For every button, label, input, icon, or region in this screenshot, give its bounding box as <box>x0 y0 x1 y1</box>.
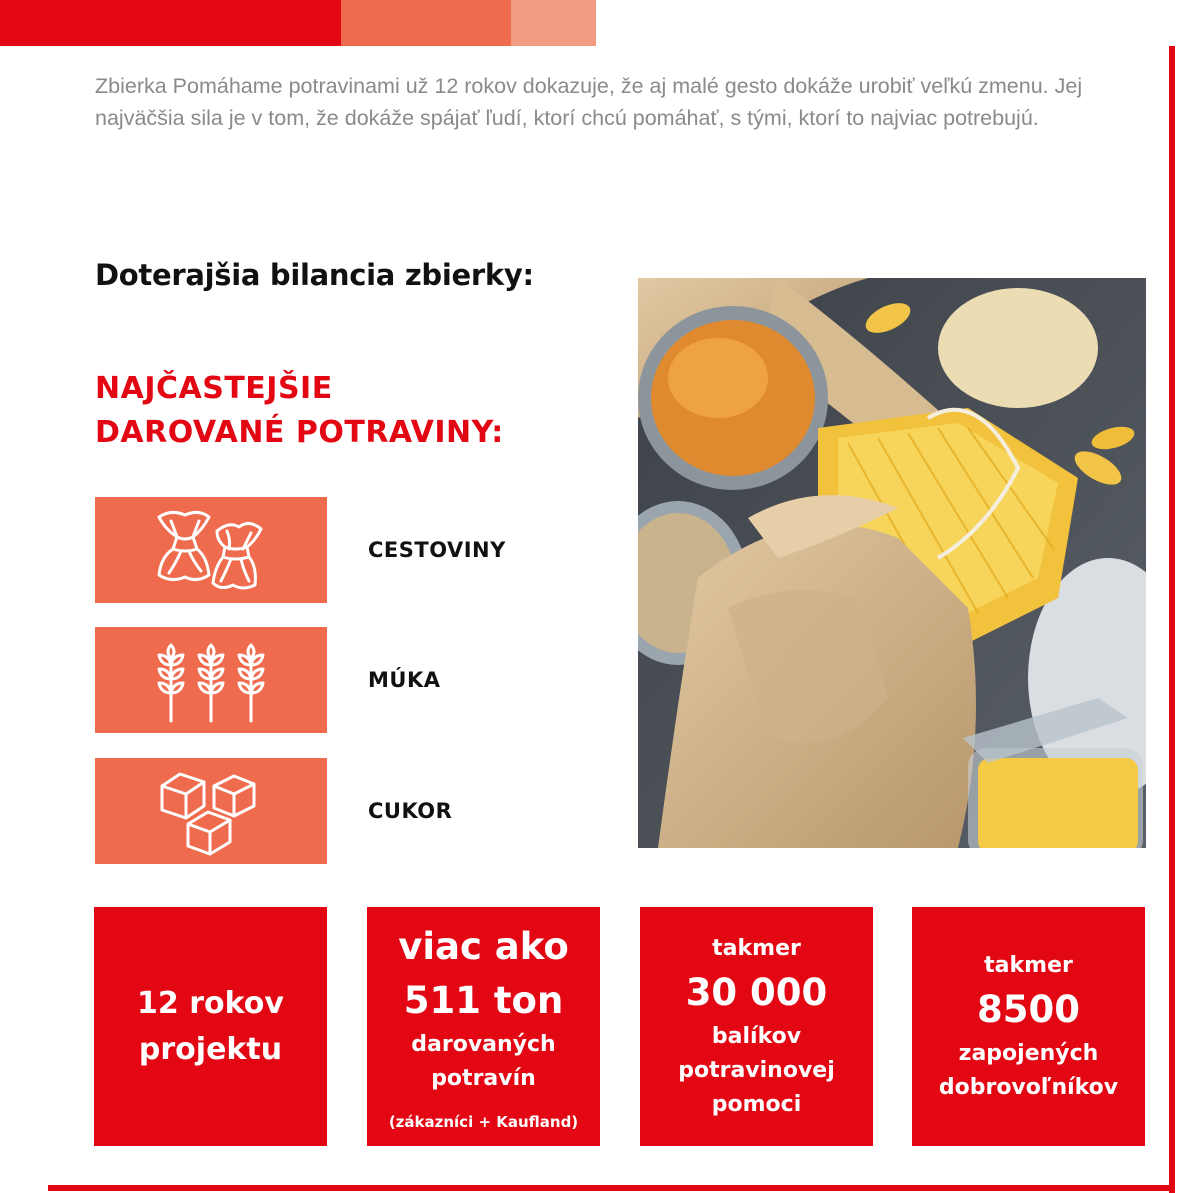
stat-years-line-1: 12 rokov <box>137 985 284 1021</box>
top-bar-light-salmon <box>511 0 596 46</box>
stat-packages-value: 30 000 <box>685 970 828 1014</box>
top-bar-salmon <box>341 0 511 46</box>
stat-card-tons <box>367 907 600 1146</box>
stat-volunteers-prefix: takmer <box>984 952 1073 978</box>
food-label-cestoviny: CESTOVINY <box>368 538 506 562</box>
stat-volunteers-value: 8500 <box>977 987 1080 1031</box>
food-label-muka: MÚKA <box>368 668 441 692</box>
stat-volunteers-line-1: zapojených <box>958 1040 1099 1066</box>
frame-line-bottom <box>48 1185 1175 1191</box>
stat-packages-prefix: takmer <box>712 935 801 961</box>
stat-packages-line-2: potravinovej <box>678 1057 835 1083</box>
top-foods-heading-line-1: NAJČASTEJŠIE <box>95 371 333 406</box>
stat-tons-prefix: viac ako <box>398 924 569 968</box>
top-foods-heading <box>95 367 615 455</box>
wheat-icon <box>151 635 271 725</box>
food-label-cukor: CUKOR <box>368 799 453 823</box>
food-icon-box <box>95 497 327 603</box>
stat-tons-value: 511 ton <box>403 978 564 1022</box>
stat-years-line-2: projektu <box>138 1031 283 1067</box>
stat-tons-note: (zákazníci + Kaufland) <box>388 1112 579 1131</box>
food-icon-box <box>95 758 327 864</box>
food-item-cestoviny <box>95 497 615 603</box>
stat-packages-line-3: pomoci <box>711 1091 802 1117</box>
sugar-cubes-icon <box>156 766 266 856</box>
stat-card-packages <box>640 907 873 1146</box>
stat-tons-line-2: potravín <box>431 1065 536 1091</box>
food-photo <box>638 278 1146 848</box>
food-photo-illustration <box>638 278 1146 848</box>
stat-card-years <box>94 907 327 1146</box>
top-foods-heading-line-2: DAROVANÉ POTRAVINY: <box>95 415 504 450</box>
frame-line-right <box>1169 46 1175 1193</box>
stat-card-volunteers <box>912 907 1145 1146</box>
food-item-cukor <box>95 758 615 864</box>
stat-volunteers-line-2: dobrovoľníkov <box>938 1074 1119 1100</box>
intro-paragraph: Zbierka Pomáhame potravinami už 12 rokov dokazuje, že aj malé gesto dokáže urobiť veľkú zmenu. Jej najväčšia sila je v tom, že dokáže spájať ľudí, ktorí chcú pomáhať, s tými, ktorí to najviac potrebujú. <box>95 74 1083 130</box>
food-item-muka <box>95 627 615 733</box>
pasta-icon <box>151 505 271 595</box>
top-bar-red <box>0 0 341 46</box>
food-icon-box <box>95 627 327 733</box>
stat-tons-line-1: darovaných <box>411 1031 556 1057</box>
bilancia-heading: Doterajšia bilancia zbierky: <box>95 258 534 292</box>
stat-packages-line-1: balíkov <box>711 1023 802 1049</box>
